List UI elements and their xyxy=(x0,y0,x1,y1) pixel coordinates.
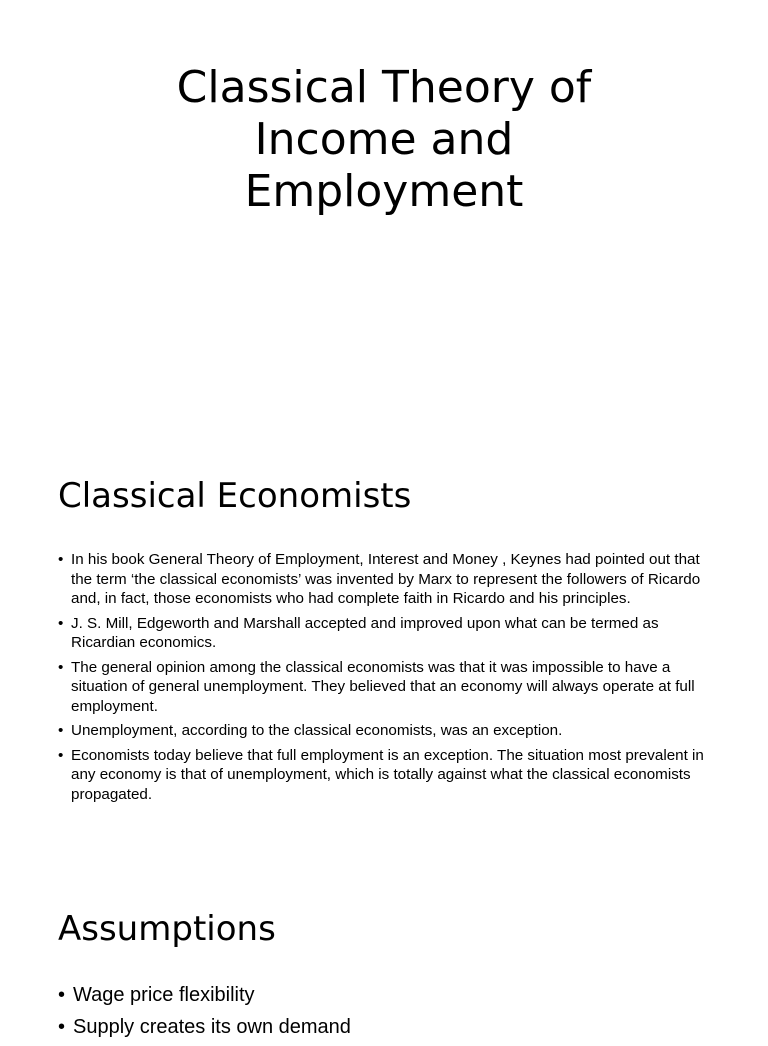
bullet-text: Supply creates its own demand xyxy=(73,1016,351,1038)
bullet-dot: • xyxy=(58,746,64,764)
title-line: Classical Theory of xyxy=(176,62,592,113)
bullet-item xyxy=(58,1014,708,1040)
slide-heading: Assumptions xyxy=(58,909,276,949)
bullet-dot: • xyxy=(58,984,66,1006)
bullet-item xyxy=(58,721,708,741)
slide-assumptions xyxy=(0,864,768,1038)
bullet-list xyxy=(58,982,708,1046)
bullet-text: Wage price flexibility xyxy=(73,984,255,1006)
presentation-title xyxy=(84,62,684,218)
bullet-item xyxy=(58,614,708,653)
bullet-dot: • xyxy=(58,551,64,568)
bullet-text: The general opinion among the classical economists was that it was impossible to have a situation of general unemployment. They believed that an economy will always operate at full employment. xyxy=(71,658,695,715)
bullet-item xyxy=(58,550,708,609)
bullet-list xyxy=(58,550,708,809)
bullet-dot: • xyxy=(58,614,64,632)
bullet-text: In his book General Theory of Employment, Interest and Money , Keynes had pointed out that the term ‘the classical economists’ was invented by Marx to represent the followers of Ricardo and, in fact, those economists who had complete faith in Ricardo and his principles. xyxy=(71,551,701,607)
title-line: Income and xyxy=(254,114,514,165)
bullet-item xyxy=(58,982,708,1008)
slide-heading: Classical Economists xyxy=(58,476,412,516)
bullet-item xyxy=(58,658,708,717)
bullet-dot: • xyxy=(58,1016,66,1038)
bullet-dot: • xyxy=(58,658,64,676)
bullet-text: Economists today believe that full employment is an exception. The situation most prevalent in any economy is that of unemployment, which is totally against what the classical economists propagated. xyxy=(71,746,704,803)
bullet-item xyxy=(58,746,708,805)
bullet-dot: • xyxy=(58,722,64,739)
title-line: Employment xyxy=(244,166,524,217)
bullet-text: J. S. Mill, Edgeworth and Marshall accepted and improved upon what can be termed as Ricardian economics. xyxy=(71,614,659,651)
bullet-text: Unemployment, according to the classical economists, was an exception. xyxy=(71,722,563,739)
slide-title xyxy=(0,0,768,432)
slide-classical-economists xyxy=(0,432,768,864)
